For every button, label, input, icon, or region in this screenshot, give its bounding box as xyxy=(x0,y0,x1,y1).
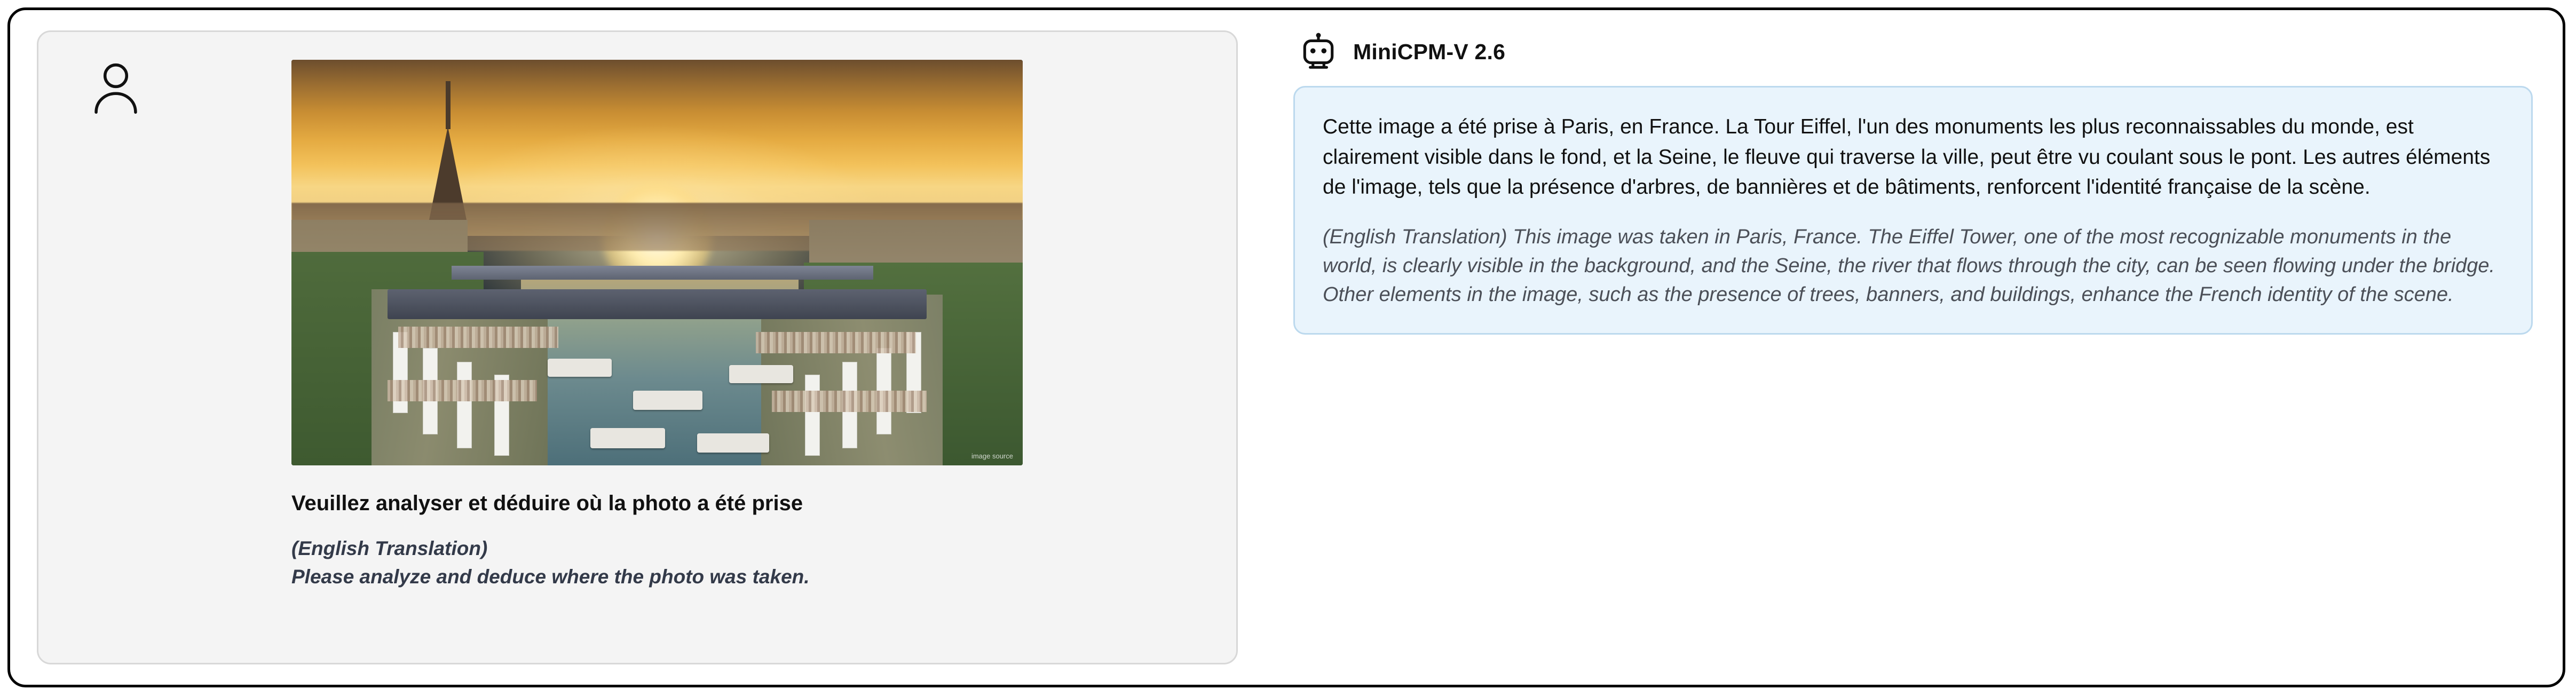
person-icon xyxy=(92,63,140,114)
conversation-container xyxy=(10,10,2563,685)
assistant-answer-english: (English Translation) This image was taken in Paris, France. The Eiffel Tower, one of the most recognizable monuments in the world, is clearly visible in the background, and the Seine, the river that flows through the city, can be seen flowing under the bridge. Other elements in the image, such as the presence of trees, banners, and buildings, enhance the French identity of the scene. xyxy=(1323,225,2495,306)
photo-crowd-left-2 xyxy=(388,380,537,401)
photo-bridge-far xyxy=(452,266,873,280)
user-translation-text: Please analyze and deduce where the photo was taken. xyxy=(291,565,810,588)
user-uploaded-image xyxy=(291,60,1023,465)
photo-boat-1 xyxy=(548,359,612,377)
photo-crowd-left xyxy=(398,327,558,348)
photo-boat-5 xyxy=(697,433,769,453)
photo-boat-2 xyxy=(633,391,702,410)
photo-crowd-right-2 xyxy=(772,391,927,412)
user-message-panel xyxy=(37,30,1238,664)
user-translation-label: (English Translation) xyxy=(291,537,488,559)
robot-icon xyxy=(1300,33,1337,71)
user-prompt-text: Veuillez analyser et déduire où la photo a été prise xyxy=(291,492,803,515)
assistant-header xyxy=(1284,30,2536,73)
user-content xyxy=(291,60,1023,591)
photo-eiffel-tower xyxy=(429,81,467,220)
screenshot-frame xyxy=(7,7,2565,687)
assistant-model-name: MiniCPM-V 2.6 xyxy=(1353,39,1506,64)
photo-boat-3 xyxy=(729,365,793,383)
user-translation xyxy=(291,535,1023,591)
assistant-answer-bubble xyxy=(1293,86,2533,335)
photo-watermark: image source xyxy=(971,452,1013,460)
photo-boat-4 xyxy=(590,428,665,448)
photo-crowd-right xyxy=(756,332,916,353)
assistant-message-panel xyxy=(1278,30,2536,664)
assistant-answer-french: Cette image a été prise à Paris, en France. La Tour Eiffel, l'un des monuments les plus reconnaissables du monde, est clairement visible dans le fond, et la Seine, le fleuve qui traverse la ville, peut être vu coulant sous le pont. Les autres éléments de l'image, tels que la présence d'arbres, de bannières et de bâtiments, renforcent l'identité française de la scène. xyxy=(1323,115,2491,199)
